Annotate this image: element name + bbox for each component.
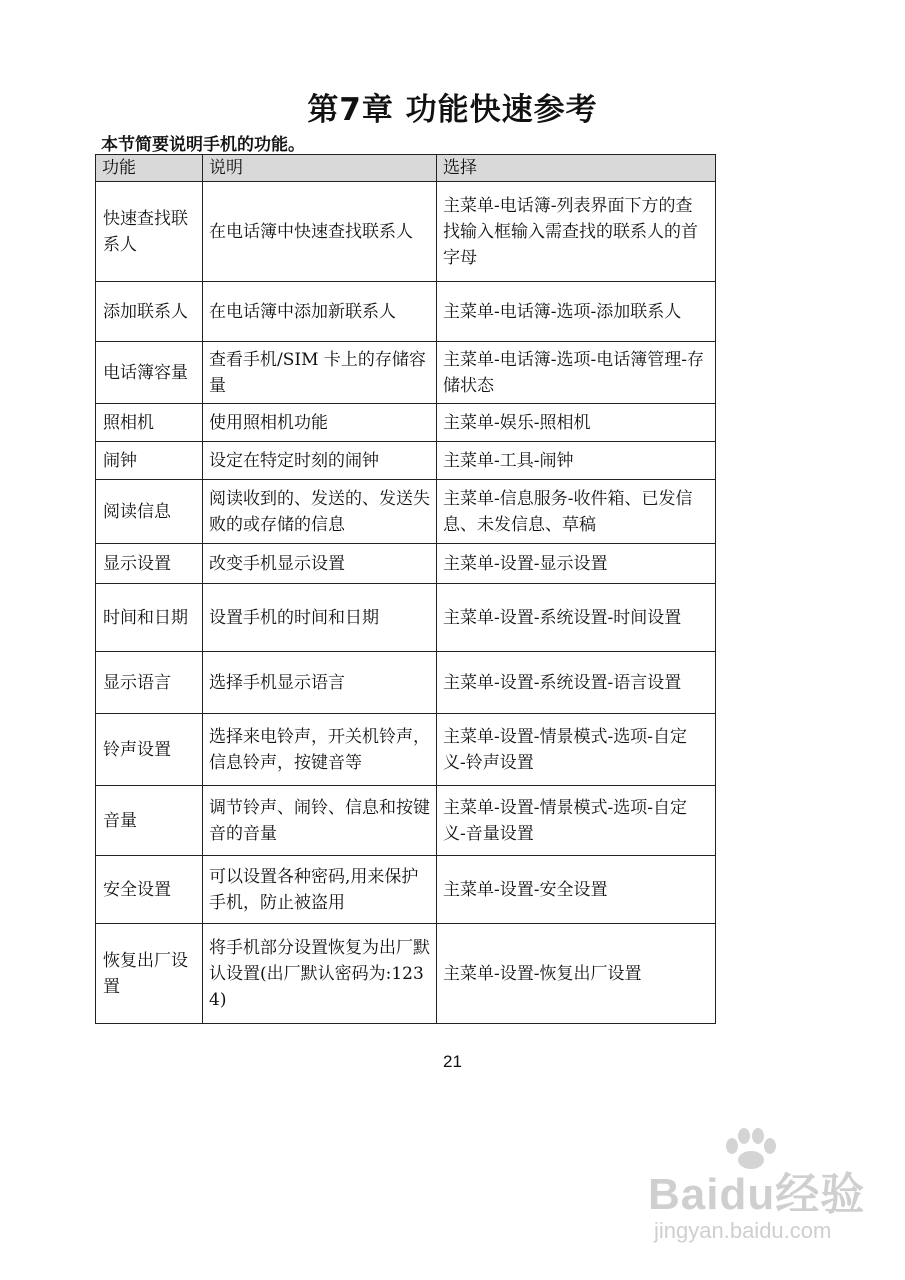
chapter-title: 第7章 功能快速参考 xyxy=(307,92,598,128)
table-header-row xyxy=(96,155,716,182)
cell-function: 快速查找联系人 xyxy=(96,182,203,282)
cell-selection: 主菜单-电话簿-选项-添加联系人 xyxy=(437,282,716,342)
cell-description: 查看手机/SIM 卡上的存储容量 xyxy=(203,342,437,404)
watermark-logo-text: Baidu经验 xyxy=(648,1170,866,1219)
page-number: 21 xyxy=(443,1052,462,1071)
table-row xyxy=(96,924,716,1024)
table-row xyxy=(96,182,716,282)
cell-selection: 主菜单-工具-闹钟 xyxy=(437,442,716,480)
cell-function: 显示语言 xyxy=(96,652,203,714)
cell-function: 恢复出厂设置 xyxy=(96,924,203,1024)
cell-function: 添加联系人 xyxy=(96,282,203,342)
cell-selection: 主菜单-设置-安全设置 xyxy=(437,856,716,924)
table-row xyxy=(96,342,716,404)
cell-selection: 主菜单-电话簿-选项-电话簿管理-存储状态 xyxy=(437,342,716,404)
cell-function: 时间和日期 xyxy=(96,584,203,652)
cell-function: 音量 xyxy=(96,786,203,856)
cell-description: 阅读收到的、发送的、发送失败的或存储的信息 xyxy=(203,480,437,544)
table-row xyxy=(96,544,716,584)
table-row xyxy=(96,442,716,480)
cell-selection: 主菜单-设置-系统设置-语言设置 xyxy=(437,652,716,714)
cell-description: 在电话簿中添加新联系人 xyxy=(203,282,437,342)
cell-function: 安全设置 xyxy=(96,856,203,924)
cell-description: 将手机部分设置恢复为出厂默认设置(出厂默认密码为:1234) xyxy=(203,924,437,1024)
cell-function: 照相机 xyxy=(96,404,203,442)
cell-function: 闹钟 xyxy=(96,442,203,480)
section-intro: 本节简要说明手机的功能。 xyxy=(101,135,305,155)
table-row xyxy=(96,856,716,924)
header-description: 说明 xyxy=(203,155,437,182)
function-reference-table xyxy=(95,154,716,1024)
cell-selection: 主菜单-信息服务-收件箱、已发信息、未发信息、草稿 xyxy=(437,480,716,544)
cell-description: 调节铃声、闹铃、信息和按键音的音量 xyxy=(203,786,437,856)
cell-selection: 主菜单-娱乐-照相机 xyxy=(437,404,716,442)
cell-description: 选择来电铃声，开关机铃声，信息铃声，按键音等 xyxy=(203,714,437,786)
table-row xyxy=(96,404,716,442)
table-row xyxy=(96,714,716,786)
cell-function: 显示设置 xyxy=(96,544,203,584)
table-row xyxy=(96,786,716,856)
cell-function: 铃声设置 xyxy=(96,714,203,786)
cell-description: 可以设置各种密码,用来保护手机，防止被盗用 xyxy=(203,856,437,924)
cell-selection: 主菜单-设置-情景模式-选项-自定义-铃声设置 xyxy=(437,714,716,786)
table-row xyxy=(96,282,716,342)
baidu-jingyan-watermark xyxy=(648,1158,888,1268)
cell-selection: 主菜单-电话簿-列表界面下方的查找输入框输入需查找的联系人的首字母 xyxy=(437,182,716,282)
cell-description: 在电话簿中快速查找联系人 xyxy=(203,182,437,282)
cell-description: 选择手机显示语言 xyxy=(203,652,437,714)
cell-function: 电话簿容量 xyxy=(96,342,203,404)
cell-selection: 主菜单-设置-情景模式-选项-自定义-音量设置 xyxy=(437,786,716,856)
table-row xyxy=(96,480,716,544)
cell-selection: 主菜单-设置-恢复出厂设置 xyxy=(437,924,716,1024)
watermark-url: jingyan.baidu.com xyxy=(654,1218,832,1243)
header-function: 功能 xyxy=(96,155,203,182)
cell-description: 使用照相机功能 xyxy=(203,404,437,442)
cell-description: 改变手机显示设置 xyxy=(203,544,437,584)
table-row xyxy=(96,584,716,652)
cell-selection: 主菜单-设置-显示设置 xyxy=(437,544,716,584)
table-row xyxy=(96,652,716,714)
cell-selection: 主菜单-设置-系统设置-时间设置 xyxy=(437,584,716,652)
cell-description: 设定在特定时刻的闹钟 xyxy=(203,442,437,480)
cell-function: 阅读信息 xyxy=(96,480,203,544)
header-selection: 选择 xyxy=(437,155,716,182)
cell-description: 设置手机的时间和日期 xyxy=(203,584,437,652)
